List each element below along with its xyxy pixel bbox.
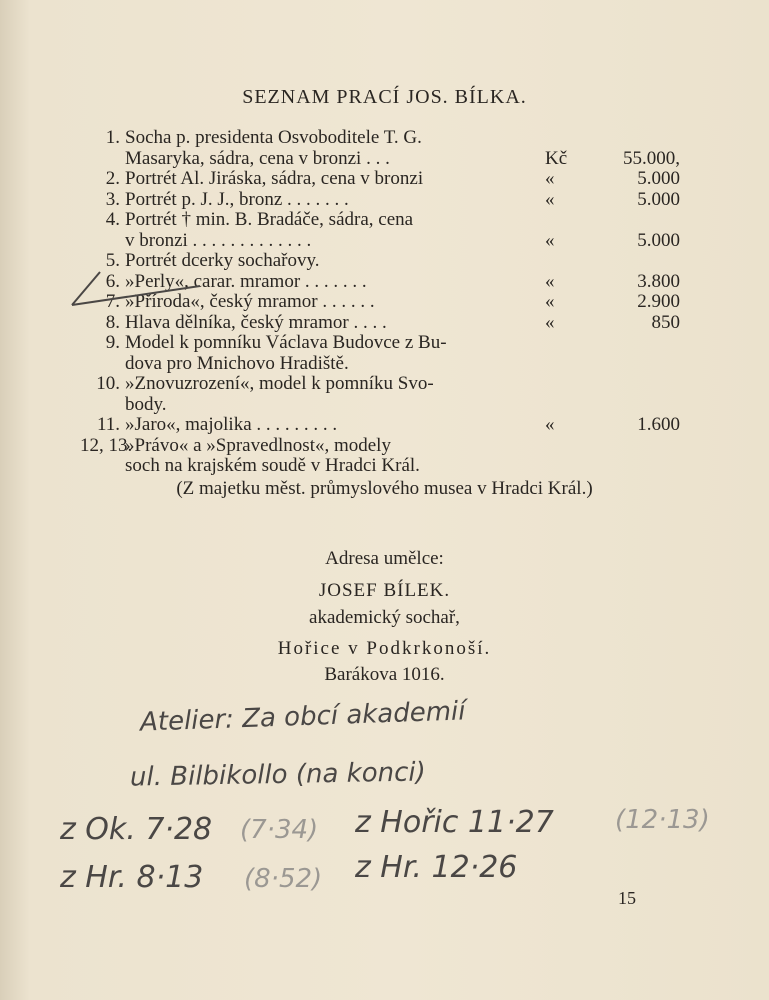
item-text: v bronzi . . . . . . . . . . . . . [125, 229, 312, 251]
item-price: 2.900 [637, 291, 680, 312]
handwritten-departure-2: z Hořic 11·27 [355, 805, 554, 840]
handwritten-departure-2-alt: (12·13) [615, 805, 710, 835]
item-text: dova pro Mnichovo Hradiště. [125, 352, 349, 374]
address-heading: Adresa umělce: [325, 548, 444, 569]
handwritten-street-line: ul. Bilbikollo (na konci) [129, 757, 426, 793]
item-number: 4. [105, 209, 120, 230]
artist-profession: akademický sochař, [309, 607, 460, 628]
item-price: 850 [651, 311, 680, 333]
item-number: 10. [96, 373, 120, 394]
page-title: SEZNAM PRACÍ JOS. BÍLKA. [242, 86, 527, 108]
strike-line [72, 286, 200, 305]
item-price: 5.000 [637, 168, 680, 189]
handwritten-atelier-line: Atelier: Za obcí akademií [139, 696, 466, 738]
item-text: Portrét p. J. J., bronz . . . . . . . [125, 188, 349, 210]
item-number: 3. [105, 188, 120, 210]
item-text: »Znovuzrození«, model k pomníku Svo- [125, 373, 434, 394]
item-currency: « [545, 188, 555, 210]
item-number: 6. [105, 270, 120, 292]
item-text: body. [125, 393, 167, 415]
item-currency: « [545, 229, 555, 251]
item-number: 1. [105, 127, 120, 148]
item-number: 7. [105, 291, 120, 312]
handwritten-arrival-1: z Hr. 8·13 [60, 860, 204, 895]
handwritten-departure-1: z Ok. 7·28 [60, 812, 213, 847]
item-currency: « [545, 414, 555, 435]
item-currency: « [545, 291, 555, 312]
item-price: 5.000 [637, 188, 680, 210]
item-currency: « [545, 270, 555, 292]
item-currency: Kč [545, 147, 568, 169]
item-text: »Jaro«, majolika . . . . . . . . . [125, 414, 338, 435]
item-text: Portrét Al. Jiráska, sádra, cena v bronzi [125, 168, 424, 189]
item-text: Hlava dělníka, český mramor . . . . [125, 311, 387, 333]
page-number: 15 [618, 888, 636, 908]
item-number: 8. [105, 311, 120, 333]
item-text: soch na krajském soudě v Hradci Král. [125, 455, 420, 476]
item-number: 5. [105, 250, 120, 271]
artist-name: JOSEF BÍLEK. [318, 580, 451, 601]
handwritten-departure-1-alt: (7·34) [240, 815, 319, 845]
item-number: 12, 13. [80, 434, 133, 456]
item-text: Portrét † min. B. Bradáče, sádra, cena [125, 209, 414, 230]
item-text: »Perly«, carar. mramor . . . . . . . [125, 270, 367, 292]
item-text: Portrét dcerky sochařovy. [125, 250, 320, 271]
check-mark [72, 272, 100, 305]
item-number: 9. [105, 332, 120, 353]
item-text: Model k pomníku Václava Budovce z Bu- [125, 332, 447, 353]
item-currency: « [545, 311, 555, 333]
handwritten-arrival-2: z Hr. 12·26 [355, 850, 518, 885]
provenance-note: (Z majetku měst. průmyslového musea v Hradci Král.) [176, 478, 593, 499]
item-price: 55.000, [623, 147, 680, 169]
artist-street: Barákova 1016. [324, 664, 445, 685]
item-price: 3.800 [637, 270, 680, 292]
artist-town: Hořice v Podkrkonoší. [277, 638, 492, 659]
item-text: »Právo« a »Spravedlnost«, modely [125, 434, 391, 456]
item-number: 2. [105, 168, 120, 189]
item-price: 5.000 [637, 229, 680, 251]
item-currency: « [545, 168, 555, 189]
item-number: 11. [96, 414, 120, 435]
item-price: 1.600 [637, 414, 680, 435]
item-text: »Příroda«, český mramor . . . . . . [125, 291, 375, 312]
item-text: Masaryka, sádra, cena v bronzi . . . [125, 147, 390, 169]
handwritten-arrival-1-alt: (8·52) [244, 864, 323, 894]
item-text: Socha p. presidenta Osvoboditele T. G. [125, 127, 422, 148]
